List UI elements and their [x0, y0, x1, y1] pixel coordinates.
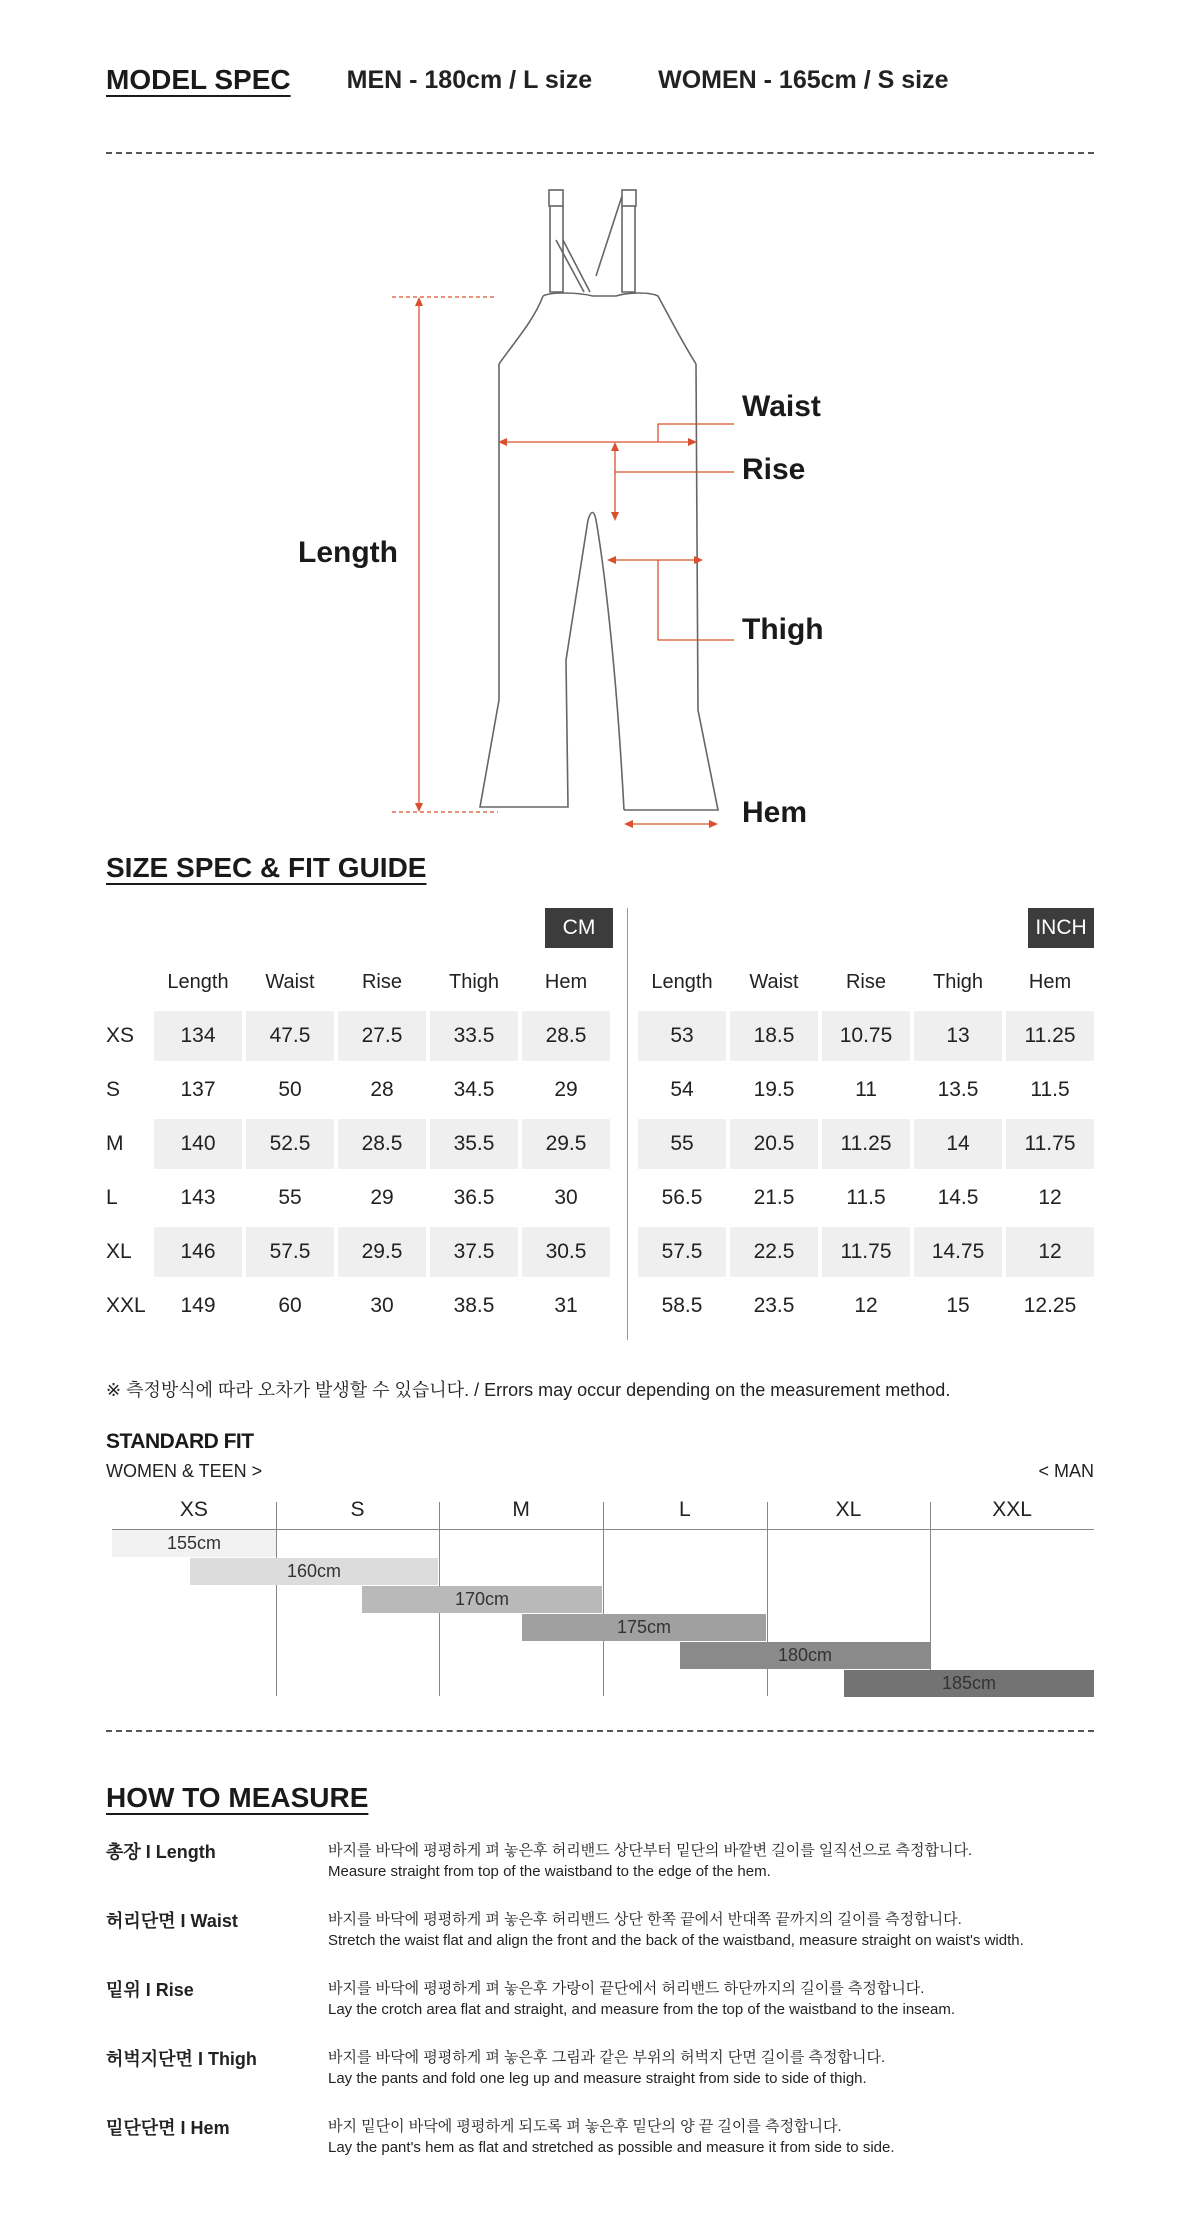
cm-cell: 30 — [554, 1186, 578, 1209]
length-label: Length — [298, 536, 398, 569]
measurement-note: ※ 측정방식에 따라 오차가 발생할 수 있습니다. / Errors may occur depending on the measurement method. — [106, 1380, 951, 1400]
inch-cell: 12 — [1038, 1186, 1062, 1209]
size-spec-table — [106, 955, 1094, 1333]
table-row — [106, 1063, 1094, 1117]
measurement-diagram — [106, 180, 1094, 830]
cm-header-waist: Waist — [265, 970, 315, 993]
inch-header-hem: Hem — [1028, 970, 1072, 993]
cm-cell: 34.5 — [453, 1078, 495, 1101]
inch-cell: 58.5 — [661, 1294, 703, 1317]
how-to-measure-title: HOW TO MEASURE — [106, 1782, 369, 1813]
inch-cell: 22.5 — [730, 1227, 818, 1277]
model-spec-men: MEN - 180cm / L size — [346, 65, 593, 94]
cm-cell: 29.5 — [338, 1227, 426, 1277]
inch-header-rise: Rise — [845, 970, 886, 993]
standard-fit-chart — [112, 1496, 1094, 1696]
measure-item-hem — [106, 2114, 1094, 2183]
table-row — [106, 1171, 1094, 1225]
man-label: < MAN — [1038, 1461, 1094, 1481]
model-spec-title: MODEL SPEC — [106, 64, 291, 95]
cm-header-length: Length — [167, 970, 229, 993]
waist-label: Waist — [742, 390, 821, 423]
measure-item-rise — [106, 1976, 1094, 2045]
cm-cell: 55 — [278, 1186, 302, 1209]
cm-cell: 28.5 — [522, 1011, 610, 1061]
inch-cell: 14.75 — [914, 1227, 1002, 1277]
fit-bar: 180cm — [680, 1642, 930, 1669]
cm-cell: 28.5 — [338, 1119, 426, 1169]
inch-cell: 11.5 — [1030, 1078, 1070, 1101]
inch-cell: 56.5 — [661, 1186, 703, 1209]
standard-fit-title: STANDARD FIT — [106, 1430, 254, 1453]
cm-cell: 29 — [554, 1078, 578, 1101]
inch-cell: 10.75 — [822, 1011, 910, 1061]
overalls-outline — [480, 190, 718, 810]
table-header-row — [106, 955, 1094, 1009]
table-row — [106, 1117, 1094, 1171]
measure-label: 총장 I Length — [106, 1842, 216, 1862]
measure-desc-ko: 바지를 바닥에 평평하게 펴 놓은후 가랑이 끝단에서 허리밴드 하단까지의 길이를 측정합니다. — [328, 1980, 925, 1997]
cm-cell: 31 — [554, 1294, 578, 1317]
inch-cell: 13 — [914, 1011, 1002, 1061]
inch-header-thigh: Thigh — [932, 970, 984, 993]
table-row — [106, 1225, 1094, 1279]
size-label: XS — [106, 1024, 135, 1047]
cm-unit-badge: CM — [545, 908, 613, 948]
cm-cell: 137 — [180, 1078, 216, 1101]
measure-desc-en: Stretch the waist flat and align the front and the back of the waistband, measure straight on waist's width. — [328, 1932, 1024, 1949]
measure-desc-en: Measure straight from top of the waistband to the edge of the hem. — [328, 1863, 771, 1880]
inch-header-waist: Waist — [749, 970, 799, 993]
fit-bar: 155cm — [112, 1530, 276, 1557]
inch-cell: 21.5 — [753, 1186, 795, 1209]
table-row — [106, 1279, 1094, 1333]
cm-cell: 143 — [180, 1186, 216, 1209]
measure-label: 밑위 I Rise — [106, 1980, 194, 2000]
cm-cell: 27.5 — [338, 1011, 426, 1061]
inch-cell: 12 — [854, 1294, 878, 1317]
cm-header-rise: Rise — [361, 970, 402, 993]
model-spec-women: WOMEN - 165cm / S size — [658, 65, 949, 94]
measure-lines — [392, 297, 734, 828]
inch-cell: 14.5 — [937, 1186, 979, 1209]
cm-cell: 35.5 — [430, 1119, 518, 1169]
cm-cell: 33.5 — [430, 1011, 518, 1061]
inch-header-length: Length — [651, 970, 713, 993]
fit-size-label: M — [512, 1498, 530, 1521]
inch-cell: 11 — [855, 1078, 877, 1101]
measure-desc-ko: 바지를 바닥에 평평하게 펴 놓은후 그림과 같은 부위의 허벅지 단면 길이를 측정합니다. — [328, 2049, 886, 2066]
measure-label: 허벅지단면 I Thigh — [106, 2049, 257, 2069]
fit-size-label: XL — [835, 1498, 862, 1521]
inch-cell: 19.5 — [753, 1078, 795, 1101]
cm-cell: 37.5 — [430, 1227, 518, 1277]
cm-cell: 29.5 — [522, 1119, 610, 1169]
fit-divider — [603, 1502, 604, 1696]
measure-label: 허리단면 I Waist — [106, 1911, 238, 1931]
inch-unit-badge: INCH — [1028, 908, 1094, 948]
measure-item-length — [106, 1838, 1094, 1907]
size-label: S — [106, 1078, 121, 1101]
size-rows — [106, 1009, 1094, 1333]
cm-cell: 149 — [180, 1294, 216, 1317]
inch-cell: 23.5 — [753, 1294, 795, 1317]
measure-label: 밑단단면 I Hem — [106, 2118, 230, 2138]
overalls-illustration — [106, 180, 1094, 830]
inch-cell: 15 — [946, 1294, 970, 1317]
how-to-measure-list — [106, 1838, 1094, 2183]
measure-desc-en: Lay the pant's hem as flat and stretched as possible and measure it from side to side. — [328, 2139, 895, 2156]
model-spec-header — [106, 60, 1094, 100]
rise-label: Rise — [742, 453, 806, 486]
inch-cell: 20.5 — [730, 1119, 818, 1169]
fit-size-label: XS — [179, 1498, 208, 1521]
cm-cell: 36.5 — [453, 1186, 495, 1209]
cm-cell: 57.5 — [246, 1227, 334, 1277]
cm-cell: 28 — [370, 1078, 394, 1101]
inch-cell: 54 — [670, 1078, 694, 1101]
inch-cell: 55 — [638, 1119, 726, 1169]
cm-cell: 30 — [370, 1294, 394, 1317]
cm-cell: 134 — [154, 1011, 242, 1061]
inch-cell: 11.5 — [846, 1186, 886, 1209]
thigh-label: Thigh — [742, 613, 824, 646]
cm-cell: 50 — [278, 1078, 302, 1101]
inch-cell: 11.25 — [1006, 1011, 1094, 1061]
cm-cell: 140 — [154, 1119, 242, 1169]
table-row — [106, 1009, 1094, 1063]
women-teen-label: WOMEN & TEEN > — [106, 1461, 263, 1481]
divider-top — [106, 152, 1094, 154]
divider-bottom — [106, 1730, 1094, 1732]
measure-desc-ko: 바지 밑단이 바닥에 평평하게 되도록 펴 놓은후 밑단의 양 끝 길이를 측정합니다. — [328, 2118, 842, 2135]
size-label: XXL — [106, 1294, 146, 1317]
fit-size-label: XXL — [992, 1498, 1032, 1521]
cm-cell: 60 — [278, 1294, 302, 1317]
inch-cell: 12.25 — [1023, 1294, 1077, 1317]
measure-item-waist — [106, 1907, 1094, 1976]
size-label: L — [106, 1186, 118, 1209]
inch-cell: 11.75 — [822, 1227, 910, 1277]
inch-cell: 18.5 — [730, 1011, 818, 1061]
inch-cell: 12 — [1006, 1227, 1094, 1277]
hem-label: Hem — [742, 796, 808, 829]
measure-desc-en: Lay the crotch area flat and straight, and measure from the top of the waistband to the inseam. — [328, 2001, 956, 2018]
fit-bar: 170cm — [362, 1586, 602, 1613]
inch-cell: 11.75 — [1006, 1119, 1094, 1169]
inch-cell: 14 — [914, 1119, 1002, 1169]
cm-header-hem: Hem — [544, 970, 588, 993]
measure-desc-en: Lay the pants and fold one leg up and measure straight from side to side of thigh. — [328, 2070, 867, 2087]
fit-bar: 175cm — [522, 1614, 766, 1641]
cm-cell: 30.5 — [522, 1227, 610, 1277]
size-spec-title: SIZE SPEC & FIT GUIDE — [106, 852, 427, 883]
measure-desc-ko: 바지를 바닥에 평평하게 펴 놓은후 허리밴드 상단 한쪽 끝에서 반대쪽 끝까지의 길이를 측정합니다. — [328, 1911, 962, 1928]
cm-cell: 29 — [370, 1186, 394, 1209]
cm-cell: 52.5 — [246, 1119, 334, 1169]
measure-item-thigh — [106, 2045, 1094, 2114]
fit-size-label: L — [678, 1498, 691, 1521]
fit-bar: 185cm — [844, 1670, 1094, 1697]
fit-bar: 160cm — [190, 1558, 438, 1585]
inch-cell: 13.5 — [937, 1078, 979, 1101]
inch-cell: 53 — [638, 1011, 726, 1061]
inch-cell: 57.5 — [638, 1227, 726, 1277]
size-label: M — [106, 1132, 124, 1155]
cm-cell: 38.5 — [453, 1294, 495, 1317]
fit-divider — [930, 1502, 931, 1696]
cm-cell: 47.5 — [246, 1011, 334, 1061]
cm-header-thigh: Thigh — [448, 970, 500, 993]
measure-desc-ko: 바지를 바닥에 평평하게 펴 놓은후 허리밴드 상단부터 밑단의 바깥변 길이를 일직선으로 측정합니다. — [328, 1842, 973, 1859]
cm-cell: 146 — [154, 1227, 242, 1277]
fit-size-label: S — [350, 1498, 365, 1521]
size-label: XL — [106, 1240, 132, 1263]
inch-cell: 11.25 — [822, 1119, 910, 1169]
